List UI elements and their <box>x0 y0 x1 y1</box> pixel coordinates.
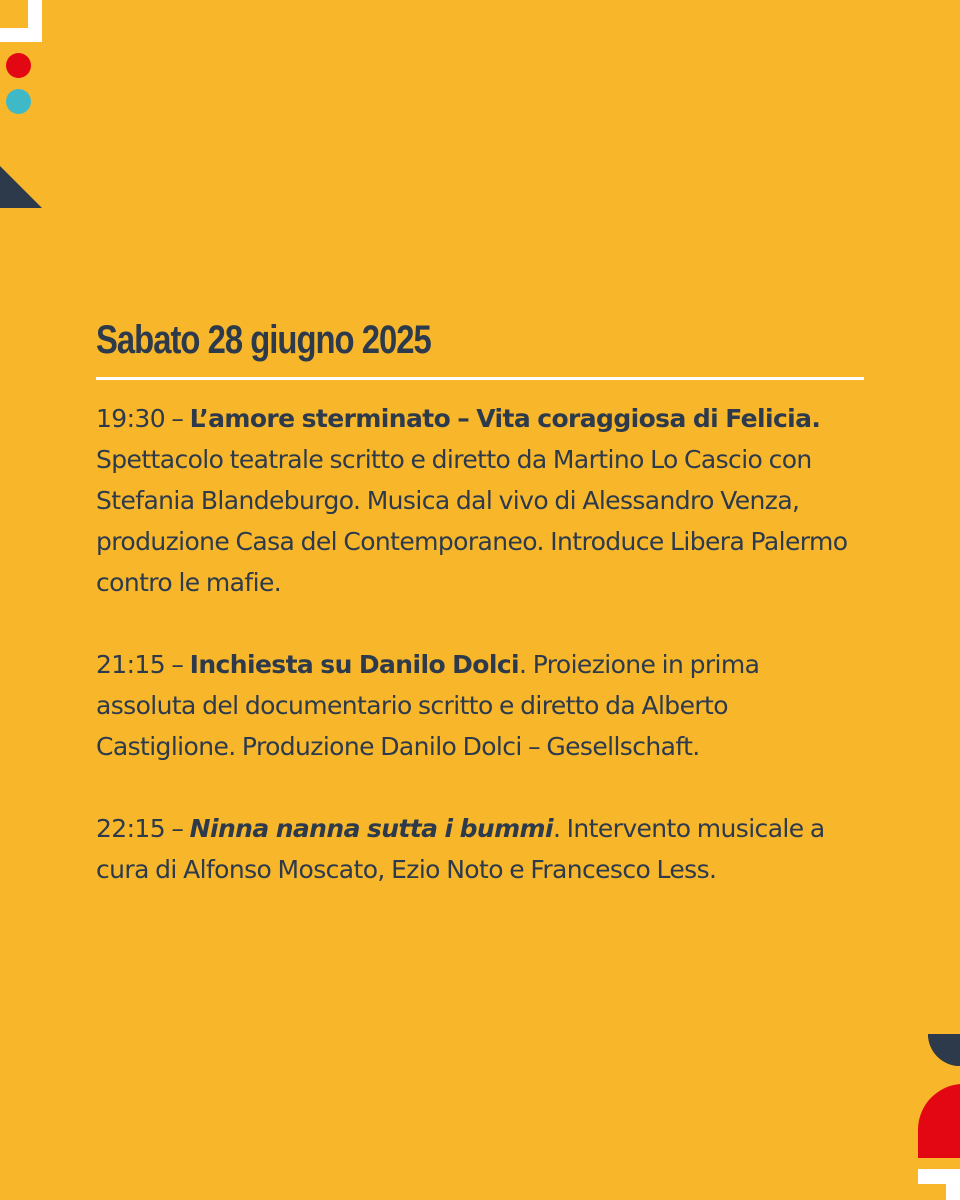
event-time: 21:15 – <box>96 650 184 679</box>
event-schedule <box>96 310 864 931</box>
event-title: Inchiesta su Danilo Dolci <box>189 650 520 679</box>
triangle-decoration <box>0 166 42 208</box>
corner-shapes-decoration <box>918 1034 960 1200</box>
event-time: 22:15 – <box>96 814 184 843</box>
event-item <box>96 398 864 603</box>
page-title: Sabato 28 giugno 2025 <box>96 318 431 362</box>
event-time: 19:30 – <box>96 404 184 433</box>
event-title: Ninna nanna sutta i bummi <box>189 814 553 843</box>
red-dot-decoration <box>6 53 31 78</box>
event-item <box>96 644 864 767</box>
event-list <box>96 398 864 890</box>
event-description: . Proiezione in prima assoluta del documentario scritto e diretto da Alberto Castiglione. Produzione Danilo Dolci – Gesellschaft. <box>96 650 760 761</box>
event-item <box>96 808 864 890</box>
corner-frame-decoration <box>0 0 42 42</box>
event-title: L’amore sterminato – Vita coraggiosa di Felicia. <box>189 404 821 433</box>
divider <box>96 377 864 380</box>
event-description: . Intervento musicale a cura di Alfonso Moscato, Ezio Noto e Francesco Less. <box>96 814 825 884</box>
teal-dot-decoration <box>6 89 31 114</box>
event-description: Spettacolo teatrale scritto e diretto da Martino Lo Cascio con Stefania Blandeburgo. Musica dal vivo di Alessandro Venza, produzione Casa del Contemporaneo. Introduce Libera Palermo contro le mafie. <box>96 445 848 597</box>
